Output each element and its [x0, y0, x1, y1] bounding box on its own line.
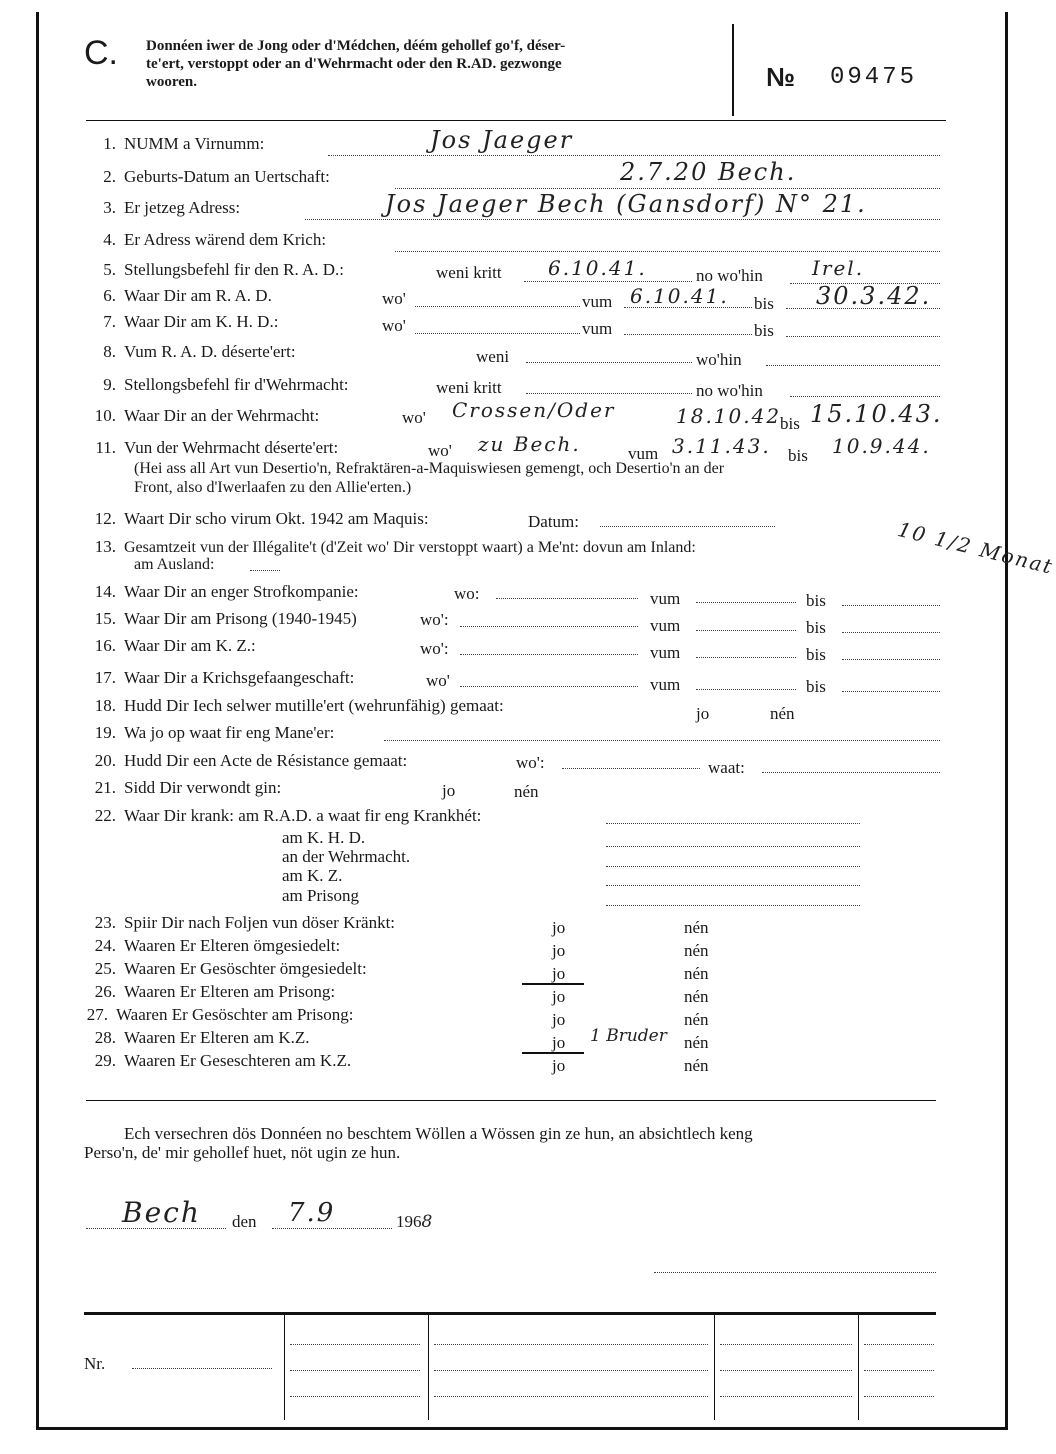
question-22: 22. Waar Dir krank: am R.A.D. a waat fir eng Krankhét: — [94, 806, 482, 825]
label-wo: wo': — [420, 639, 449, 658]
label-den: den — [232, 1212, 257, 1231]
signature-date: 7.9 — [288, 1198, 336, 1228]
answer-line-16c — [842, 659, 940, 660]
option-nen: nén — [770, 704, 795, 723]
answer-line-16a — [460, 654, 638, 655]
label-wohin: no wo'hin — [696, 381, 763, 400]
label-bis: bis — [806, 677, 826, 696]
question-9: 9. Stellongsbefehl fir d'Wehrmacht: — [103, 375, 349, 394]
answer-rad-to: 30.3.42. — [816, 282, 932, 310]
label-weni: weni — [476, 347, 510, 366]
footer-cell-line — [434, 1370, 708, 1371]
q11-note-line2: Front, also d'Iwerlaafen zu den Allie'erten.) — [134, 479, 412, 496]
label-weni: weni kritt — [436, 263, 502, 282]
question-26: 26. Waaren Er Elteren am Prisong: — [94, 982, 336, 1001]
question-21: 21. Sidd Dir verwondt gin: — [94, 778, 282, 797]
question-10: 10. Waar Dir an der Wehrmacht: — [94, 406, 320, 425]
label-wo: wo': — [420, 610, 449, 629]
answer-wehrmacht-from: 18.10.42 — [676, 404, 782, 428]
label-wo: wo' — [402, 408, 426, 427]
q22-sub-kz: am K. Z. — [282, 866, 343, 885]
declaration-line2: Perso'n, de' mir gehollef huet, nöt ugin ze hun. — [84, 1143, 401, 1162]
q22-sub-khd: am K. H. D. — [282, 828, 366, 847]
answer-line-4 — [395, 251, 940, 252]
label-bis: bis — [788, 446, 808, 465]
answer-line-22c — [606, 866, 860, 867]
answer-line-17b — [696, 689, 796, 690]
footer-col-2 — [428, 1314, 429, 1420]
answer-line-8a — [526, 362, 692, 363]
footer-cell-line — [720, 1344, 852, 1345]
footer-nr-label: Nr. — [84, 1354, 106, 1373]
answer-line-13 — [250, 570, 280, 571]
answer-line-5a — [524, 281, 692, 282]
question-3: 3. Er jetzeg Adress: — [103, 198, 241, 217]
answer-line-15c — [842, 632, 940, 633]
header-title-line2: te'ert, verstoppt oder an d'Wehrmacht oder den R.AD. gezwonge — [146, 56, 562, 72]
question-23: 23. Spiir Dir nach Foljen vun döser Kränkt: — [94, 913, 396, 932]
option-jo: jo — [552, 1010, 566, 1029]
header-divider — [732, 24, 734, 116]
answer-rad-place: Irel. — [812, 256, 865, 280]
label-wohin: no wo'hin — [696, 266, 763, 285]
answer-line-17c — [842, 691, 940, 692]
label-bis: bis — [780, 414, 800, 433]
option-nen: nén — [514, 782, 539, 801]
date-line — [272, 1228, 392, 1229]
label-bis: bis — [754, 321, 774, 340]
question-18: 18. Hudd Dir Iech selwer mutille'ert (wehrunfähig) gemaat: — [94, 696, 504, 715]
declaration-line1: Ech versechren dös Donnéen no beschtem Wöllen a Wössen gin ze hun, an absichtlech keng — [124, 1124, 753, 1143]
footer-cell-line — [864, 1370, 934, 1371]
label-bis: bis — [806, 645, 826, 664]
label-bis: bis — [806, 618, 826, 637]
label-wo: wo: — [454, 584, 480, 603]
answer-line-15a — [460, 626, 638, 627]
label-waat: waat: — [708, 758, 745, 777]
jo-underline-mark — [522, 1052, 584, 1054]
question-12: 12. Waart Dir scho virum Okt. 1942 am Maquis: — [94, 509, 429, 528]
signature-line — [654, 1272, 936, 1273]
answer-line-16b — [696, 657, 796, 658]
label-datum: Datum: — [528, 512, 579, 531]
option-jo: jo — [552, 941, 566, 960]
label-weni: weni kritt — [436, 378, 502, 397]
question-16: 16. Waar Dir am K. Z.: — [94, 636, 256, 655]
question-19: 19. Wa jo op waat fir eng Mane'er: — [94, 723, 335, 742]
answer-line-7c — [786, 336, 940, 337]
label-vum: vum — [650, 675, 681, 694]
answer-rad-date: 6.10.41. — [548, 256, 647, 280]
separator-rule — [86, 1100, 936, 1101]
question-24: 24. Waaren Er Elteren ömgesiedelt: — [94, 936, 341, 955]
answer-line-7b — [624, 334, 752, 335]
footer-cell-line — [720, 1396, 852, 1397]
answer-line-2 — [395, 188, 940, 189]
q22-sub-wehrmacht: an der Wehrmacht. — [282, 847, 411, 866]
answer-line-22b — [606, 846, 860, 847]
question-8: 8. Vum R. A. D. déserte'ert: — [103, 342, 296, 361]
question-5: 5. Stellungsbefehl fir den R. A. D.: — [103, 260, 345, 279]
label-vum: vum — [650, 589, 681, 608]
question-2: 2. Geburts-Datum an Uertschaft: — [103, 167, 330, 186]
footer-cell-line — [290, 1396, 420, 1397]
question-17: 17. Waar Dir a Krichsgefaangeschaft: — [94, 668, 355, 687]
footer-cell-line — [720, 1370, 852, 1371]
question-15: 15. Waar Dir am Prisong (1940-1945) — [94, 609, 357, 628]
footer-cell-line — [434, 1344, 708, 1345]
question-4: 4. Er Adress wärend dem Krich: — [103, 230, 327, 249]
header-title-line3: wooren. — [146, 74, 197, 90]
signature-place: Bech — [122, 1196, 201, 1229]
footer-cell-line — [864, 1396, 934, 1397]
option-jo: jo — [552, 1056, 566, 1075]
footer-cell-line — [434, 1396, 708, 1397]
label-vum: vum — [582, 319, 613, 338]
answer-desertion-from: 3.11.43. — [672, 434, 771, 458]
label-vum: vum — [582, 292, 613, 311]
answer-line-19 — [384, 740, 940, 741]
answer-line-22d — [606, 885, 860, 886]
question-1: 1. NUMM a Virnumm: — [103, 134, 265, 153]
label-wo: wo' — [382, 316, 406, 335]
option-nen: nén — [684, 1033, 709, 1052]
question-14: 14. Waar Dir an enger Strofkompanie: — [94, 582, 359, 601]
q11-note-line1: (Hei ass all Art vun Desertio'n, Refraktären-a-Maquiswiesen gemengt, och Desertio'n an der — [134, 460, 725, 477]
answer-wehrmacht-to: 15.10.43. — [810, 400, 943, 428]
question-11: 11. Vun der Wehrmacht déserte'ert: — [95, 438, 339, 457]
answer-line-6a — [415, 306, 580, 307]
question-7: 7. Waar Dir am K. H. D.: — [103, 312, 279, 331]
question-25: 25. Waaren Er Gesöschter ömgesiedelt: — [94, 959, 367, 978]
q22-sub-prisong: am Prisong — [282, 886, 359, 905]
form-number: 09475 — [830, 64, 918, 91]
label-vum: vum — [650, 643, 681, 662]
label-bis: bis — [806, 591, 826, 610]
answer-line-7a — [415, 333, 580, 334]
answer-line-14c — [842, 605, 940, 606]
answer-line-9a — [526, 393, 692, 394]
handwritten-note: 1 Bruder — [590, 1026, 667, 1046]
option-jo: jo — [552, 987, 566, 1006]
answer-line-8b — [766, 365, 940, 366]
footer-cell-line — [290, 1370, 420, 1371]
label-vum: vum — [650, 616, 681, 635]
jo-underline-mark — [522, 983, 584, 985]
answer-line-1 — [328, 155, 940, 156]
answer-rad-from: 6.10.41. — [630, 284, 729, 308]
answer-desertion-to: 10.9.44. — [832, 434, 931, 458]
option-nen: nén — [684, 1010, 709, 1029]
option-jo: jo — [696, 704, 710, 723]
footer-col-4 — [858, 1314, 859, 1420]
section-letter: C. — [84, 34, 118, 72]
answer-wehrmacht-place: Crossen/Oder — [452, 398, 616, 422]
footer-nr-line — [132, 1368, 272, 1369]
answer-line-12 — [600, 526, 775, 527]
answer-line-9b — [790, 396, 940, 397]
label-vum: vum — [628, 444, 659, 463]
option-nen: nén — [684, 918, 709, 937]
answer-desertion-place: zu Bech. — [478, 432, 581, 456]
answer-line-20a — [562, 768, 700, 769]
answer-birth: 2.7.20 Bech. — [620, 158, 797, 186]
footer-cell-line — [864, 1344, 934, 1345]
number-label: № — [766, 62, 795, 92]
question-20: 20. Hudd Dir een Acte de Résistance gemaat: — [94, 751, 408, 770]
label-wo: wo' — [428, 441, 452, 460]
header-title-line1: Donnéen iwer de Jong oder d'Médchen, déém gehollef go'f, déser- — [146, 38, 566, 54]
footer-col-3 — [714, 1314, 715, 1420]
label-ausland: am Ausland: — [134, 556, 215, 573]
option-jo: jo — [552, 918, 566, 937]
label-wo: wo' — [382, 289, 406, 308]
answer-name: Jos Jaeger — [430, 126, 574, 154]
question-13: 13. Gesamtzeit vun der Illégalite't (d'Zeit wo' Dir verstoppt waart) a Me'nt: dovun am Inland: — [94, 537, 696, 556]
option-nen: nén — [684, 987, 709, 1006]
question-6: 6. Waar Dir am R. A. D. — [103, 286, 272, 305]
answer-line-20b — [762, 772, 940, 773]
answer-line-15b — [696, 630, 796, 631]
answer-line-14b — [696, 602, 796, 603]
option-nen: nén — [684, 941, 709, 960]
footer-cell-line — [290, 1344, 420, 1345]
answer-line-3 — [305, 219, 940, 220]
question-29: 29. Waaren Er Geseschteren am K.Z. — [94, 1051, 352, 1070]
option-jo: jo — [552, 964, 566, 983]
option-nen: nén — [684, 1056, 709, 1075]
answer-address: Jos Jaeger Bech (Gansdorf) N° 21. — [385, 190, 867, 218]
footer-col-1 — [284, 1314, 285, 1420]
answer-illegal-duration: 10 1/2 Monat — [895, 517, 1056, 579]
header-bottom-rule — [86, 120, 946, 121]
label-wo: wo': — [516, 753, 545, 772]
question-28: 28. Waaren Er Elteren am K.Z. — [94, 1028, 310, 1047]
question-27: 27. Waaren Er Gesöschter am Prisong: — [86, 1005, 354, 1024]
option-nen: nén — [684, 964, 709, 983]
label-wohin: wo'hin — [696, 350, 742, 369]
answer-line-14a — [496, 598, 638, 599]
year-printed: 1968 — [396, 1212, 433, 1232]
footer-top-rule — [84, 1312, 936, 1315]
option-jo: jo — [552, 1033, 566, 1052]
label-wo: wo' — [426, 671, 450, 690]
option-jo: jo — [442, 781, 456, 800]
answer-line-22a — [606, 823, 860, 824]
label-bis: bis — [754, 294, 774, 313]
answer-line-17a — [460, 686, 638, 687]
answer-line-22e — [606, 905, 860, 906]
